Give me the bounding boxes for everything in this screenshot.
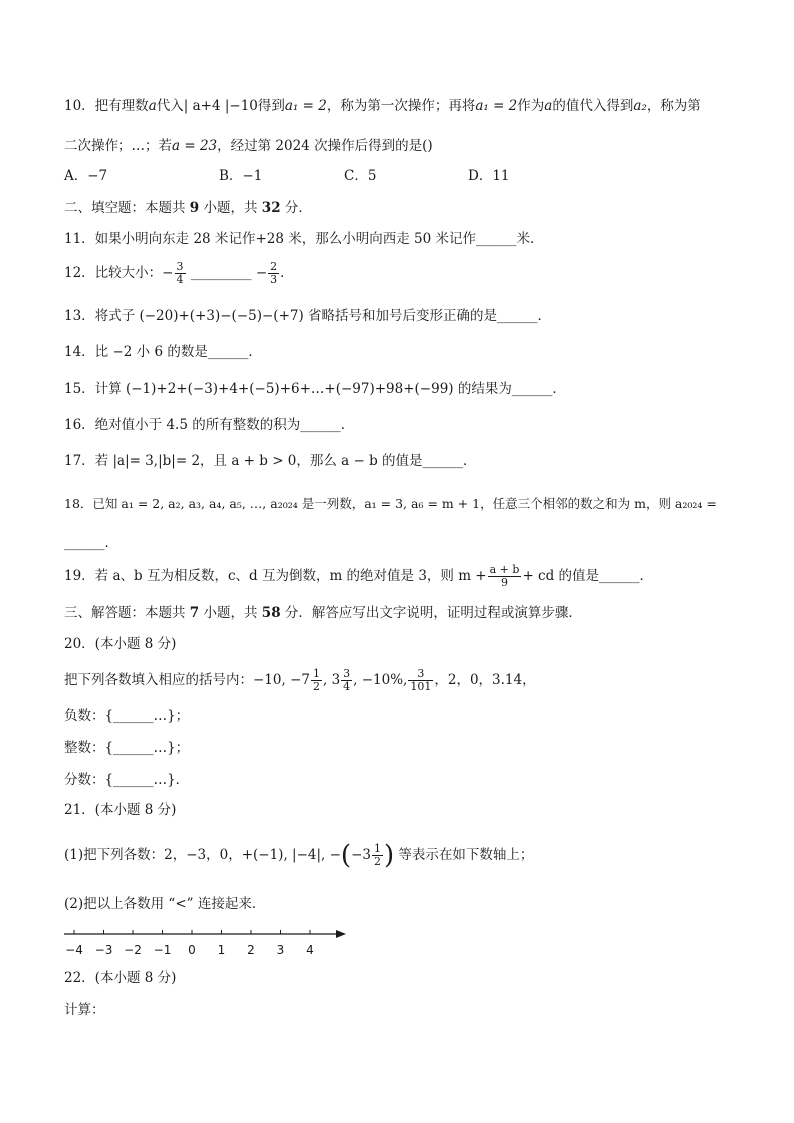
frac-num: 3 [343, 667, 351, 680]
section3-count: 7 [189, 605, 200, 621]
q18-line1: 18．已知 a₁ = 2, a₂, a₃, a₄, a₅, …, a₂₀₂₄ 是一列数，a₁ = 3, a₆ = m + 1，任意三个相邻的数之和为 m，则 a₂₀₂₄ = [64, 496, 717, 511]
q15: 15．计算 (−1)+2+(−3)+4+(−5)+6+…+(−97)+98+(−99) 的结果为______． [64, 381, 566, 397]
section2-text: 二、填空题：本题共 [64, 200, 190, 216]
option-a[interactable]: A．−7 [64, 168, 108, 184]
section2-count: 9 [189, 200, 200, 216]
q21-part1 [64, 838, 754, 873]
number-line-label: 1 [217, 943, 226, 957]
q20-fraction: 分数：{______…}． [64, 772, 190, 788]
q20-text: , 3 [322, 672, 341, 688]
section3-score: 58 [261, 605, 281, 621]
q20-text: 把下列各数填入相应的括号内：−10, −7 [64, 672, 310, 688]
frac-num: 3 [176, 260, 184, 273]
number-line-arrow-icon [336, 930, 346, 938]
frac-den: 4 [343, 680, 351, 693]
number-line-label: 4 [306, 943, 314, 957]
frac-num: 2 [270, 260, 278, 273]
a1-eq: a₁ = 2 [284, 98, 327, 114]
frac-den: 3 [270, 273, 278, 286]
section2-text: 分． [280, 200, 312, 216]
q10-text: ，称为第一次操作；再将 [326, 98, 476, 114]
q20-text: ，2，0，3.14， [434, 672, 536, 688]
section3-heading [64, 603, 754, 623]
q10-line1 [64, 96, 754, 116]
q10-text: 10．把有理数 [64, 98, 149, 114]
q21-text: (1)把下列各数：2，−3，0，+(−1), |−4|, − [64, 847, 341, 863]
q20-integer: 整数：{______…}； [64, 740, 190, 756]
q19-text: 19．若 a、b 互为相反数，c、d 互为倒数，m 的绝对值是 3，则 m + [64, 568, 487, 584]
paren-left: ( [340, 840, 352, 871]
section2-text: 小题，共 [199, 200, 262, 216]
frac-den: 4 [176, 273, 184, 286]
number-line-label: −2 [124, 943, 142, 957]
paren-right: ) [383, 840, 395, 871]
number-line-label: −4 [65, 943, 83, 957]
q11: 11．如果小明向东走 28 米记作+28 米，那么小明向西走 50 米记作______米． [64, 231, 544, 247]
var-a: a [148, 98, 157, 114]
fraction-3-4 [175, 261, 186, 286]
q18-line2: ______． [64, 535, 118, 551]
q10-text: ，经过第 2024 次操作后得到的是() [217, 138, 433, 154]
section2-heading [64, 198, 754, 218]
fraction-3-4 [341, 668, 352, 693]
a-eq-23: a = 23 [172, 138, 218, 154]
q20-intro [64, 664, 754, 696]
abs-expr: | a+4 |−10 [183, 98, 258, 114]
q12-text: ． [280, 265, 294, 281]
number-line [64, 928, 354, 962]
frac-den: 9 [501, 576, 509, 589]
fraction-ab-9 [488, 564, 522, 589]
number-line-label: −3 [94, 943, 113, 957]
q10-text: 代入 [156, 98, 184, 114]
q20-negative: 负数：{______…}； [64, 708, 190, 724]
q10-text: ，称为第 [646, 98, 701, 114]
var-a: a [544, 98, 553, 114]
q16: 16．绝对值小于 4.5 的所有整数的积为______． [64, 417, 355, 433]
frac-den: 2 [312, 680, 320, 693]
section2-score: 32 [261, 200, 281, 216]
fraction-1-2 [311, 668, 322, 693]
q10-text: 作为 [517, 98, 545, 114]
frac-den: 101 [410, 680, 432, 693]
q10-text: 得到 [257, 98, 285, 114]
option-d[interactable]: D．11 [468, 168, 510, 184]
q13: 13．将式子 (−20)+(+3)−(−5)−(+7) 省略括号和加号后变形正确的是______． [64, 308, 552, 324]
number-line-label: −1 [153, 943, 172, 957]
fraction-3-101 [408, 668, 433, 693]
q12-blank: _________ − [186, 265, 268, 281]
option-c[interactable]: C．5 [344, 168, 377, 184]
frac-num: 3 [408, 668, 433, 681]
q21-text: 等表示在如下数轴上； [394, 847, 534, 863]
q22-calc: 计算： [64, 1002, 105, 1018]
q10-line2 [64, 136, 754, 156]
q21-part2: (2)把以上各数用 “<” 连接起来． [64, 896, 266, 912]
q14: 14．比 −2 小 6 的数是______． [64, 344, 262, 360]
q12-text: 12．比较大小：− [64, 265, 174, 281]
q20-text: , −10%, [353, 672, 408, 688]
number-line-label: 3 [276, 943, 285, 957]
section3-text: 分．解答应写出文字说明，证明过程或演算步骤． [280, 605, 582, 621]
q20-head: 20．(本小题 8 分) [64, 636, 177, 652]
q17: 17．若 |a|= 3,|b|= 2，且 a + b > 0，那么 a − b 的值是______． [64, 453, 477, 469]
frac-num: a + b [489, 563, 520, 576]
q21-head: 21．(本小题 8 分) [64, 802, 177, 818]
number-line-label: 2 [247, 943, 255, 957]
option-b[interactable]: B．−1 [219, 168, 263, 184]
q19-text: + cd 的值是______． [522, 568, 654, 584]
q19 [64, 561, 754, 591]
q21-text: −3 [351, 847, 371, 863]
q10-text: 的值代入得到 [552, 98, 634, 114]
a1-eq: a₁ = 2 [475, 98, 518, 114]
fraction-2-3 [268, 261, 279, 286]
q10-text: 二次操作；…；若 [64, 138, 172, 154]
q22-head: 22．(本小题 8 分) [64, 970, 177, 986]
frac-den: 2 [373, 855, 381, 868]
section3-text: 三、解答题：本题共 [64, 605, 190, 621]
q12 [64, 258, 754, 288]
frac-num: 1 [312, 667, 320, 680]
number-line-label: 0 [188, 943, 196, 957]
frac-num: 1 [373, 842, 381, 855]
section3-text: 小题，共 [199, 605, 262, 621]
a2: a₂ [633, 98, 647, 114]
fraction-1-2 [372, 843, 383, 868]
